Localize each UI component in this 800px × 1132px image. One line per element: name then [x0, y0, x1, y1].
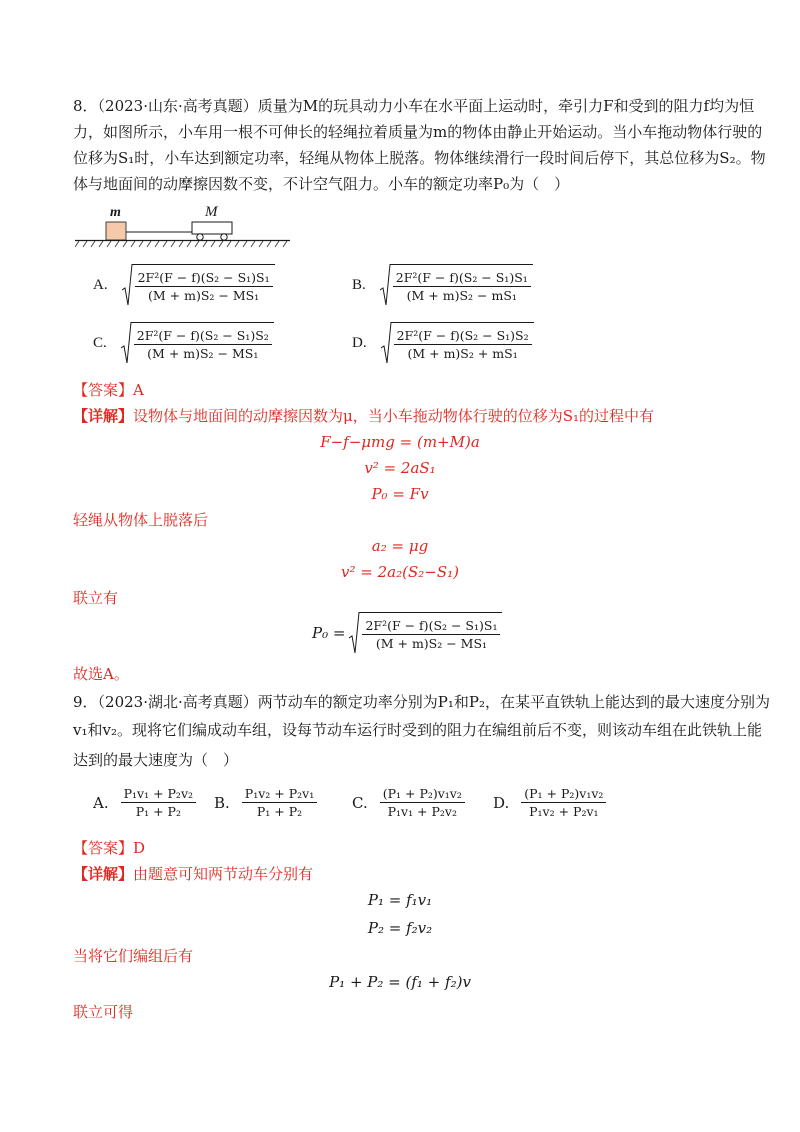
q8-option-a: [93, 264, 275, 306]
q8-option-b-denominator: (M + m)S₂ − mS₁: [406, 288, 517, 303]
q9-combine: 联立可得: [73, 1003, 134, 1021]
q8-combine: 联立有: [73, 589, 119, 607]
q8-detail-tag: 【详解】: [73, 407, 134, 425]
q9-option-c-label: C.: [352, 793, 368, 812]
q9-line-3: 达到的最大速度为（ ）: [73, 751, 239, 769]
q9-option-d-label: D.: [493, 793, 510, 812]
q8-option-d-sqrt: [381, 322, 534, 364]
q9-eq-2: P₂ = f₂v₂: [367, 919, 433, 937]
q8-option-a-sqrt: [122, 264, 275, 306]
q8-result-lhs: P₀ =: [312, 624, 346, 642]
q9-option-d-numerator: (P₁ + P₂)v₁v₂: [521, 786, 606, 803]
q8-option-c-denominator: (M + m)S₂ − MS₁: [147, 346, 259, 361]
q9-line-2: v₁和v₂。现将它们编成动车组，设每节动车运行时受到的阻力在编组前后不变，则该动车组在此铁轨上能: [73, 721, 762, 739]
q9-detail-text: 由题意可知两节动车分别有: [133, 865, 314, 883]
q9-option-c: [352, 786, 465, 819]
q9-line-1: 9．（2023·湖北·高考真题）两节动车的额定功率分别为P₁和P₂，在某平直铁轨上能达到的最大速度分别为: [73, 693, 770, 711]
q9-option-a: [93, 786, 196, 819]
q9-eq-1: P₁ = f₁v₁: [367, 891, 433, 909]
q8-option-c-numerator: 2F²(F − f)(S₂ − S₁)S₂: [134, 328, 272, 345]
q8-figure-block: [106, 222, 126, 240]
q8-eq-2: v² = 2aS₁: [364, 459, 436, 477]
q8-line-2: 力，如图所示，小车用一根不可伸长的轻绳拉着质量为m的物体由静止开始运动。当小车拖动物体行驶的: [73, 123, 763, 141]
q8-after-drop: 轻绳从物体上脱落后: [73, 511, 209, 529]
q9-option-d: [493, 786, 606, 819]
q9-option-d-denominator: P₁v₂ + P₂v₁: [529, 804, 599, 819]
q8-option-d: [352, 322, 534, 364]
q9-after-group: 当将它们编组后有: [73, 947, 194, 965]
q8-eq-4: a₂ = μg: [371, 537, 429, 555]
q8-detail: [73, 406, 654, 426]
q8-figure-ground-hatch: [75, 241, 287, 247]
q8-option-b-label: B.: [352, 276, 366, 293]
q8-option-a-numerator: 2F²(F − f)(S₂ − S₁)S₁: [135, 270, 273, 287]
q8-eq-3: P₀ = Fv: [371, 485, 429, 503]
q9-option-b-numerator: P₁v₂ + P₂v₁: [242, 786, 317, 803]
q8-answer: 【答案】A: [73, 381, 144, 399]
q8-line-3: 位移为S₁时，小车达到额定功率，轻绳从物体上脱落。物体继续滑行一段时间后停下，其总位移为S₂。物: [73, 149, 766, 167]
q8-result-denominator: (M + m)S₂ − MS₁: [375, 636, 488, 651]
q8-eq-5: v² = 2a₂(S₂−S₁): [341, 563, 459, 581]
q8-option-a-label: A.: [93, 276, 108, 293]
q8-option-b-numerator: 2F²(F − f)(S₂ − S₁)S₁: [393, 270, 531, 287]
q8-eq-1: F−f−μmg = (m+M)a: [320, 433, 480, 451]
q8-line-4: 体与地面间的动摩擦因数不变，不计空气阻力。小车的额定功率P₀为（ ）: [73, 175, 570, 193]
q9-option-c-numerator: (P₁ + P₂)v₁v₂: [380, 786, 465, 803]
q8-figure-block-label: m: [110, 205, 121, 220]
q9-detail: [73, 864, 313, 884]
q8-result-numerator: 2F²(F − f)(S₂ − S₁)S₁: [362, 618, 500, 635]
q8-figure-wheel-right: [221, 234, 227, 240]
q8-option-d-label: D.: [352, 334, 367, 351]
q9-detail-tag: 【详解】: [73, 865, 134, 883]
q9-answer: 【答案】D: [73, 839, 146, 857]
q9-option-b-denominator: P₁ + P₂: [256, 804, 303, 819]
q8-option-c-sqrt: [121, 322, 274, 364]
q8-option-b: [352, 264, 533, 306]
q8-detail-text: 设物体与地面间的动摩擦因数为μ，当小车拖动物体行驶的位移为S₁的过程中有: [133, 407, 655, 425]
q8-figure-car-label: M: [205, 204, 218, 220]
q8-result-sqrt: [349, 612, 502, 654]
q8-option-d-denominator: (M + m)S₂ + mS₁: [407, 346, 518, 361]
q8-option-a-denominator: (M + m)S₂ − MS₁: [148, 288, 260, 303]
q9-option-a-denominator: P₁ + P₂: [135, 804, 181, 819]
q8-figure-wheel-left: [197, 234, 203, 240]
q9-option-b: [214, 786, 317, 819]
q9-option-a-numerator: P₁v₁ + P₂v₂: [121, 786, 196, 803]
q8-figure: [75, 202, 295, 252]
q8-conclusion: 故选A。: [73, 665, 129, 683]
q8-line-1: 8．（2023·山东·高考真题）质量为M的玩具动力小车在水平面上运动时，牵引力F和受到的阻力f均为恒: [73, 97, 755, 115]
q8-option-c: [93, 322, 274, 364]
q8-option-c-label: C.: [93, 334, 107, 351]
q9-option-a-label: A.: [93, 793, 109, 812]
q9-eq-3: P₁ + P₂ = (f₁ + f₂)v: [329, 973, 471, 991]
q8-result: [312, 612, 502, 654]
q8-figure-car: [192, 222, 232, 234]
q9-option-b-label: B.: [214, 793, 230, 812]
q8-option-d-numerator: 2F²(F − f)(S₂ − S₁)S₂: [394, 328, 532, 345]
q9-option-c-denominator: P₁v₁ + P₂v₂: [387, 804, 458, 819]
q8-option-b-sqrt: [380, 264, 533, 306]
